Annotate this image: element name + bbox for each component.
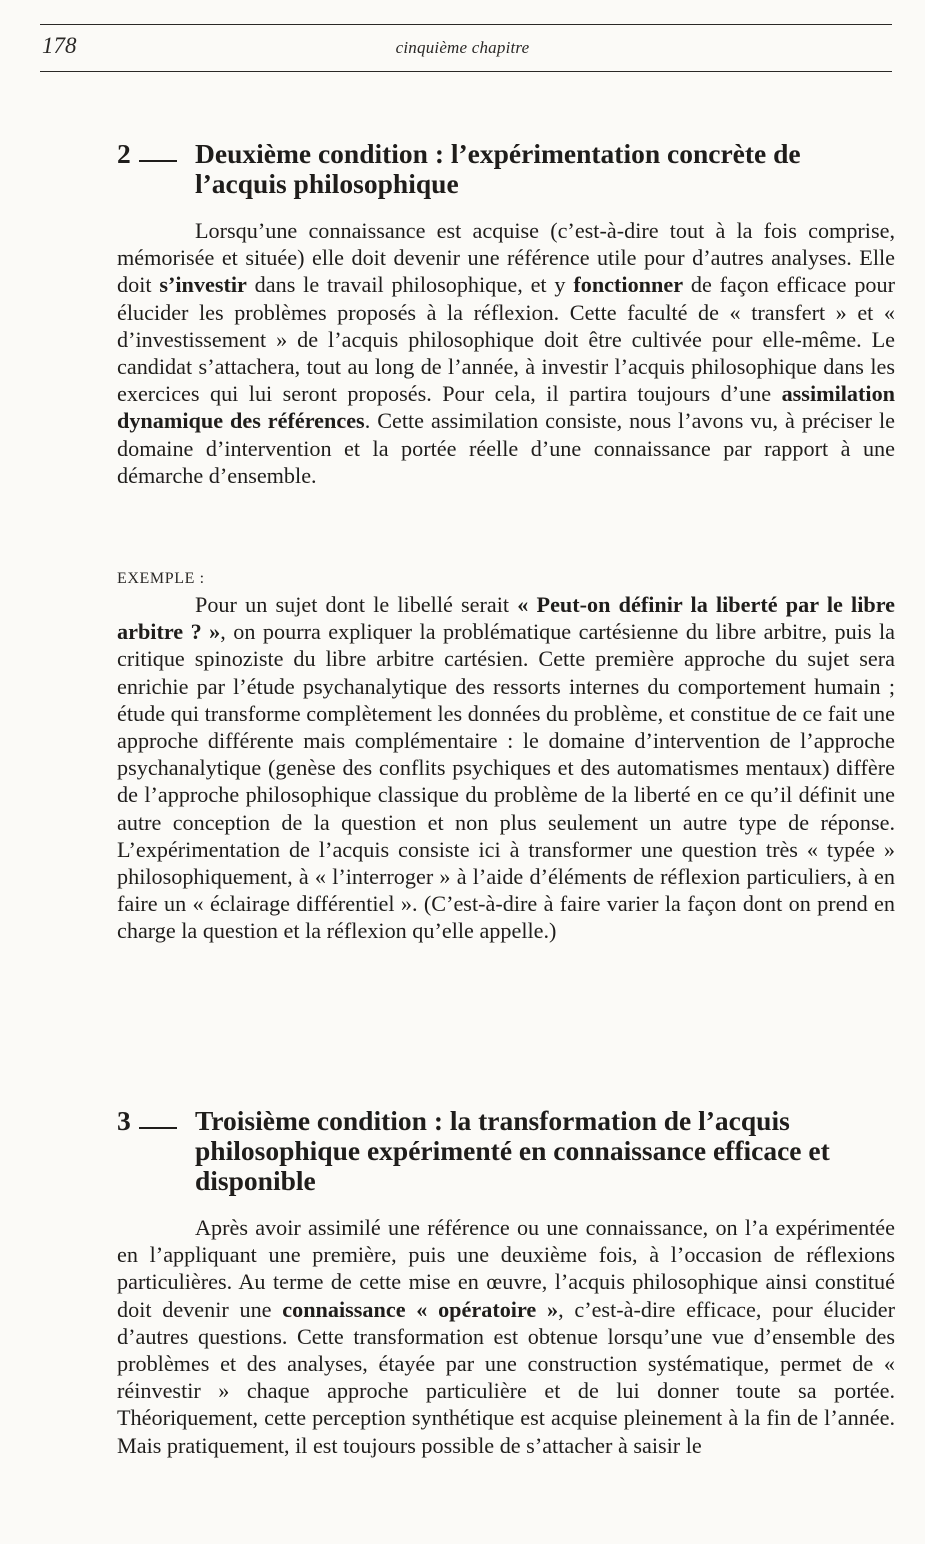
bold-term-s-investir: s’investir [159, 272, 247, 298]
bold-term-connaissance-operatoire: connaissance « opératoire » [282, 1296, 559, 1322]
bold-example-subject: « Peut-on définir la liberté par le libre arbitre ? » [117, 592, 895, 645]
text-run: , c’est-à-dire efficace, pour élucider d’autres questions. Cette transformation est obtenue lorsqu’une vue d’ensemble des problèmes et des analyses, étayée par une construction systématique, permet de « réinvestir » chaque approche particulière et de lui donner toute sa portée. Théoriquement, cette perception synthétique est acquise pleinement à la fin de l’année. Mais pratiquement, il est toujours possible de s’attacher à saisir le [117, 1296, 895, 1458]
section-2-title: Deuxième condition : l’expérimentation concrète de l’acquis philosophique [195, 138, 801, 199]
section-3-paragraph [117, 1214, 895, 1459]
section-2-paragraph [117, 217, 895, 489]
section-2-heading [117, 139, 897, 199]
text-run: de façon efficace pour élucider les problèmes proposés à la réflexion. Cette faculté de « transfert » et « d’investissement » de l’acquis philosophique doit être cultivée pour elle-même. Le candidat s’attachera, tout au long de l’année, à investir l’acquis philosophique dans les exercices qui lui seront proposés. Pour cela, il partira toujours d’une [117, 272, 895, 407]
example-paragraph [117, 591, 895, 945]
text-run: Lorsqu’une connaissance est acquise (c’est-à-dire tout à la fois comprise, mémorisée et située) elle doit devenir une référence utile pour d’autres analyses. Elle doit [117, 218, 895, 298]
header-top-rule [40, 24, 892, 25]
section-3-number: 3 [117, 1105, 131, 1136]
text-run: dans le travail philosophique, et y [246, 272, 574, 298]
text-run: Pour un sujet dont le libellé serait [195, 592, 518, 617]
text-run: , on pourra expliquer la problématique cartésienne du libre arbitre, puis la critique spinoziste du libre arbitre cartésien. Cette première approche du sujet sera enrichie par l’étude psychanalytique des ressorts internes du comportement humain ; étude qui transforme complètement les données du problème, et constitue de ce fait une approche différente mais complémentaire : le domaine d’intervention de l’approche psychanalytique (genèse des conflits psychiques et des automatismes mentaux) diffère de l’approche philosophique classique du problème de la liberté en ce qu’il définit une autre conception de la question et non plus seulement un autre type de réponse. L’expérimentation de l’acquis consiste ici à transformer une question très « typée » philosophiquement, à « l’interroger » à l’aide d’éléments de réflexion particuliers, à en faire un « éclairage différentiel ». (C’est-à-dire à faire varier la façon dont on prend en charge la question et la réflexion qu’elle appelle.) [117, 619, 895, 944]
section-2-number: 2 [117, 138, 131, 169]
section-2-dash [139, 160, 177, 162]
text-run: Après avoir assimilé une référence ou une connaissance, on l’a expérimentée en l’appliquant une première, puis une deuxième fois, à l’occasion de réflexions particulières. Au terme de cette mise en œuvre, l’acquis philosophique ainsi constitué doit devenir une [117, 1215, 895, 1322]
example-label: EXEMPLE : [117, 570, 205, 587]
section-2-number-block [117, 139, 183, 169]
bold-term-fonctionner: fonctionner [573, 272, 684, 298]
text-run: . Cette assimilation consiste, nous l’avons vu, à préciser le domaine d’intervention et la portée réelle d’une connaissance par rapport à une démarche d’ensemble. [117, 408, 896, 488]
section-3-dash [139, 1127, 177, 1129]
running-head: cinquième chapitre [395, 38, 530, 57]
bold-term-assimilation: assimilation dynamique des références [117, 381, 895, 434]
section-3-title: Troisième condition : la transformation de l’acquis philosophique expérimenté en connaissance efficace et disponible [195, 1105, 830, 1196]
section-3-heading [117, 1106, 897, 1196]
header-bottom-rule [40, 71, 892, 72]
section-3-number-block [117, 1106, 183, 1136]
page-number: 178 [42, 33, 77, 58]
